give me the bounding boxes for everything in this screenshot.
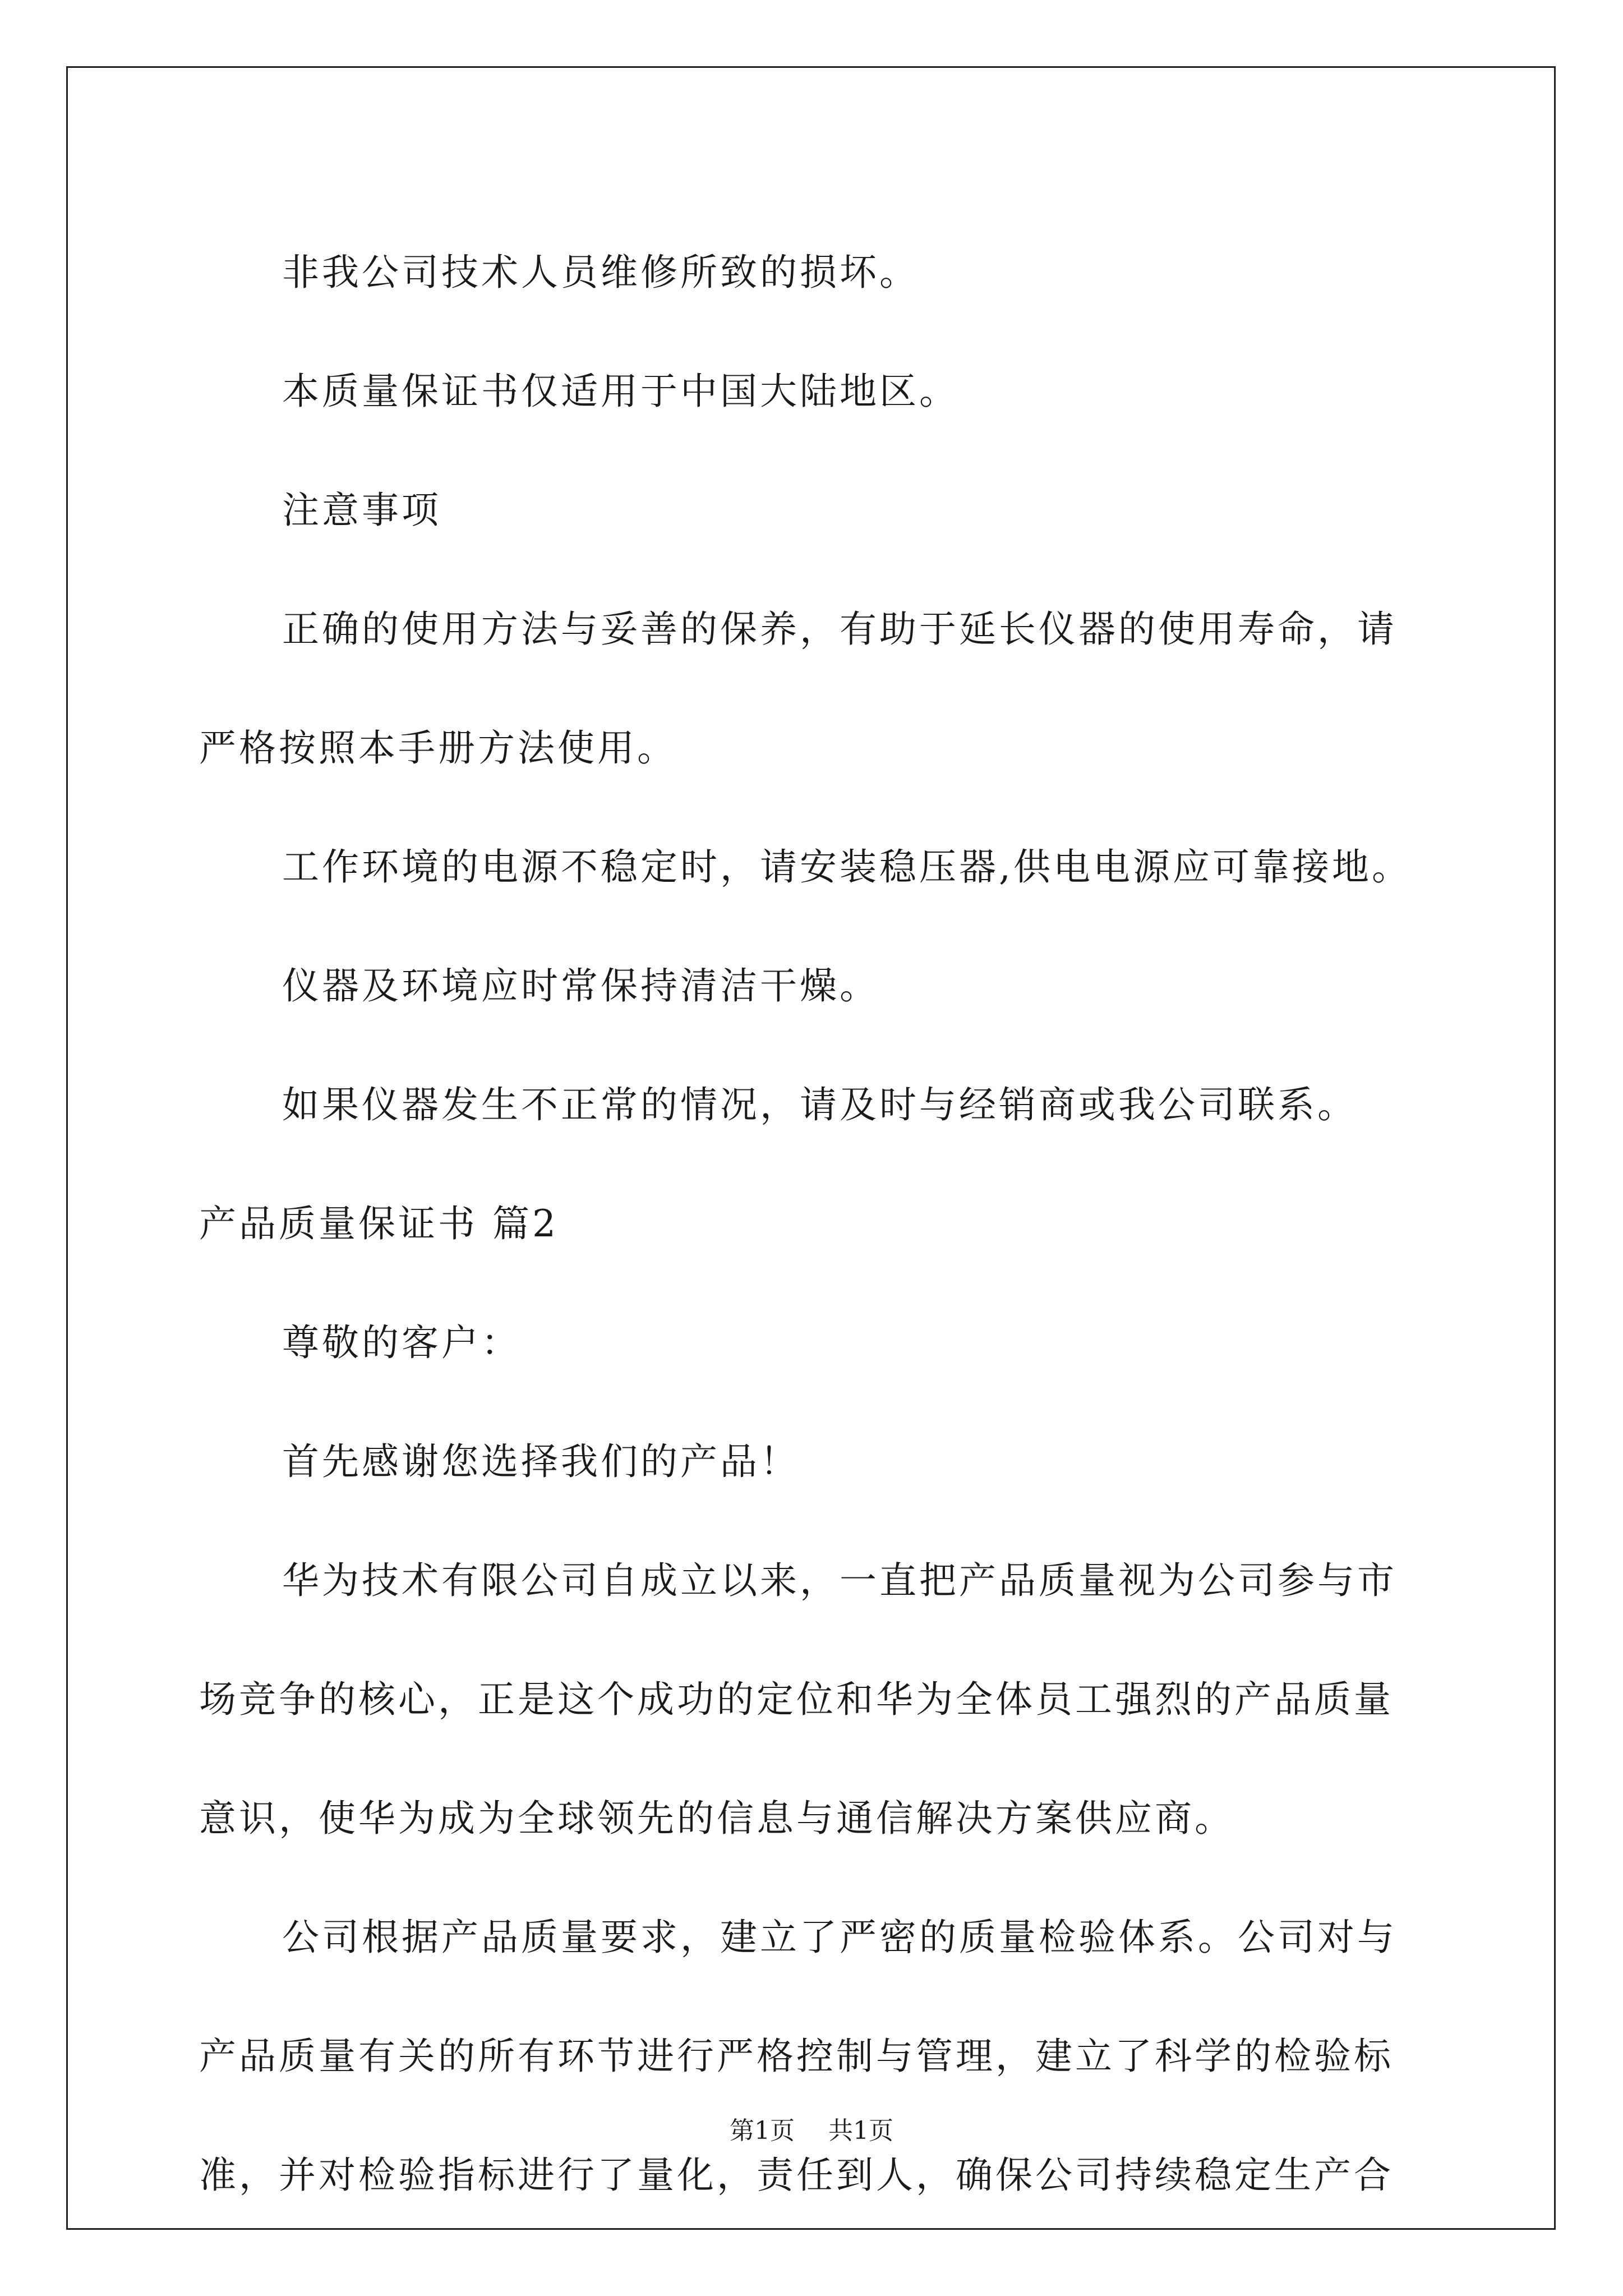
article-title: 产品质量保证书 篇2	[199, 1202, 559, 1245]
section-heading: 注意事项	[282, 489, 441, 532]
text-line: 非我公司技术人员维修所致的损坏。	[282, 251, 919, 294]
text-line: 如果仪器发生不正常的情况，请及时与经销商或我公司联系。	[282, 1083, 1357, 1126]
document-body	[199, 213, 1450, 2235]
text-line: 严格按照本手册方法使用。	[199, 726, 677, 770]
text-line: 仪器及环境应时常保持清洁干燥。	[282, 964, 879, 1007]
text-line: 产品质量有关的所有环节进行严格控制与管理，建立了科学的检验标	[199, 2035, 1394, 2078]
text-line: 准，并对检验指标进行了量化，责任到人，确保公司持续稳定生产合	[199, 2154, 1394, 2197]
text-line: 本质量保证书仅适用于中国大陆地区。	[282, 370, 959, 413]
salutation: 尊敬的客户：	[282, 1321, 521, 1364]
text-line: 场竞争的核心，正是这个成功的定位和华为全体员工强烈的产品质量	[199, 1678, 1394, 1721]
text-line: 工作环境的电源不稳定时，请安装稳压器,供电电源应可靠接地。	[282, 845, 1412, 889]
text-line: 意识，使华为成为全球领先的信息与通信解决方案供应商。	[199, 1797, 1234, 1840]
page-total: 共1页	[828, 2116, 893, 2145]
text-line: 首先感谢您选择我们的产品！	[282, 1440, 800, 1483]
text-line: 华为技术有限公司自成立以来，一直把产品质量视为公司参与市	[282, 1559, 1397, 1602]
text-line: 公司根据产品质量要求，建立了严密的质量检验体系。公司对与	[282, 1916, 1397, 1959]
page-number: 第1页	[730, 2116, 795, 2145]
text-line: 正确的使用方法与妥善的保养，有助于延长仪器的使用寿命，请	[282, 608, 1397, 651]
page-footer	[0, 2110, 1623, 2146]
